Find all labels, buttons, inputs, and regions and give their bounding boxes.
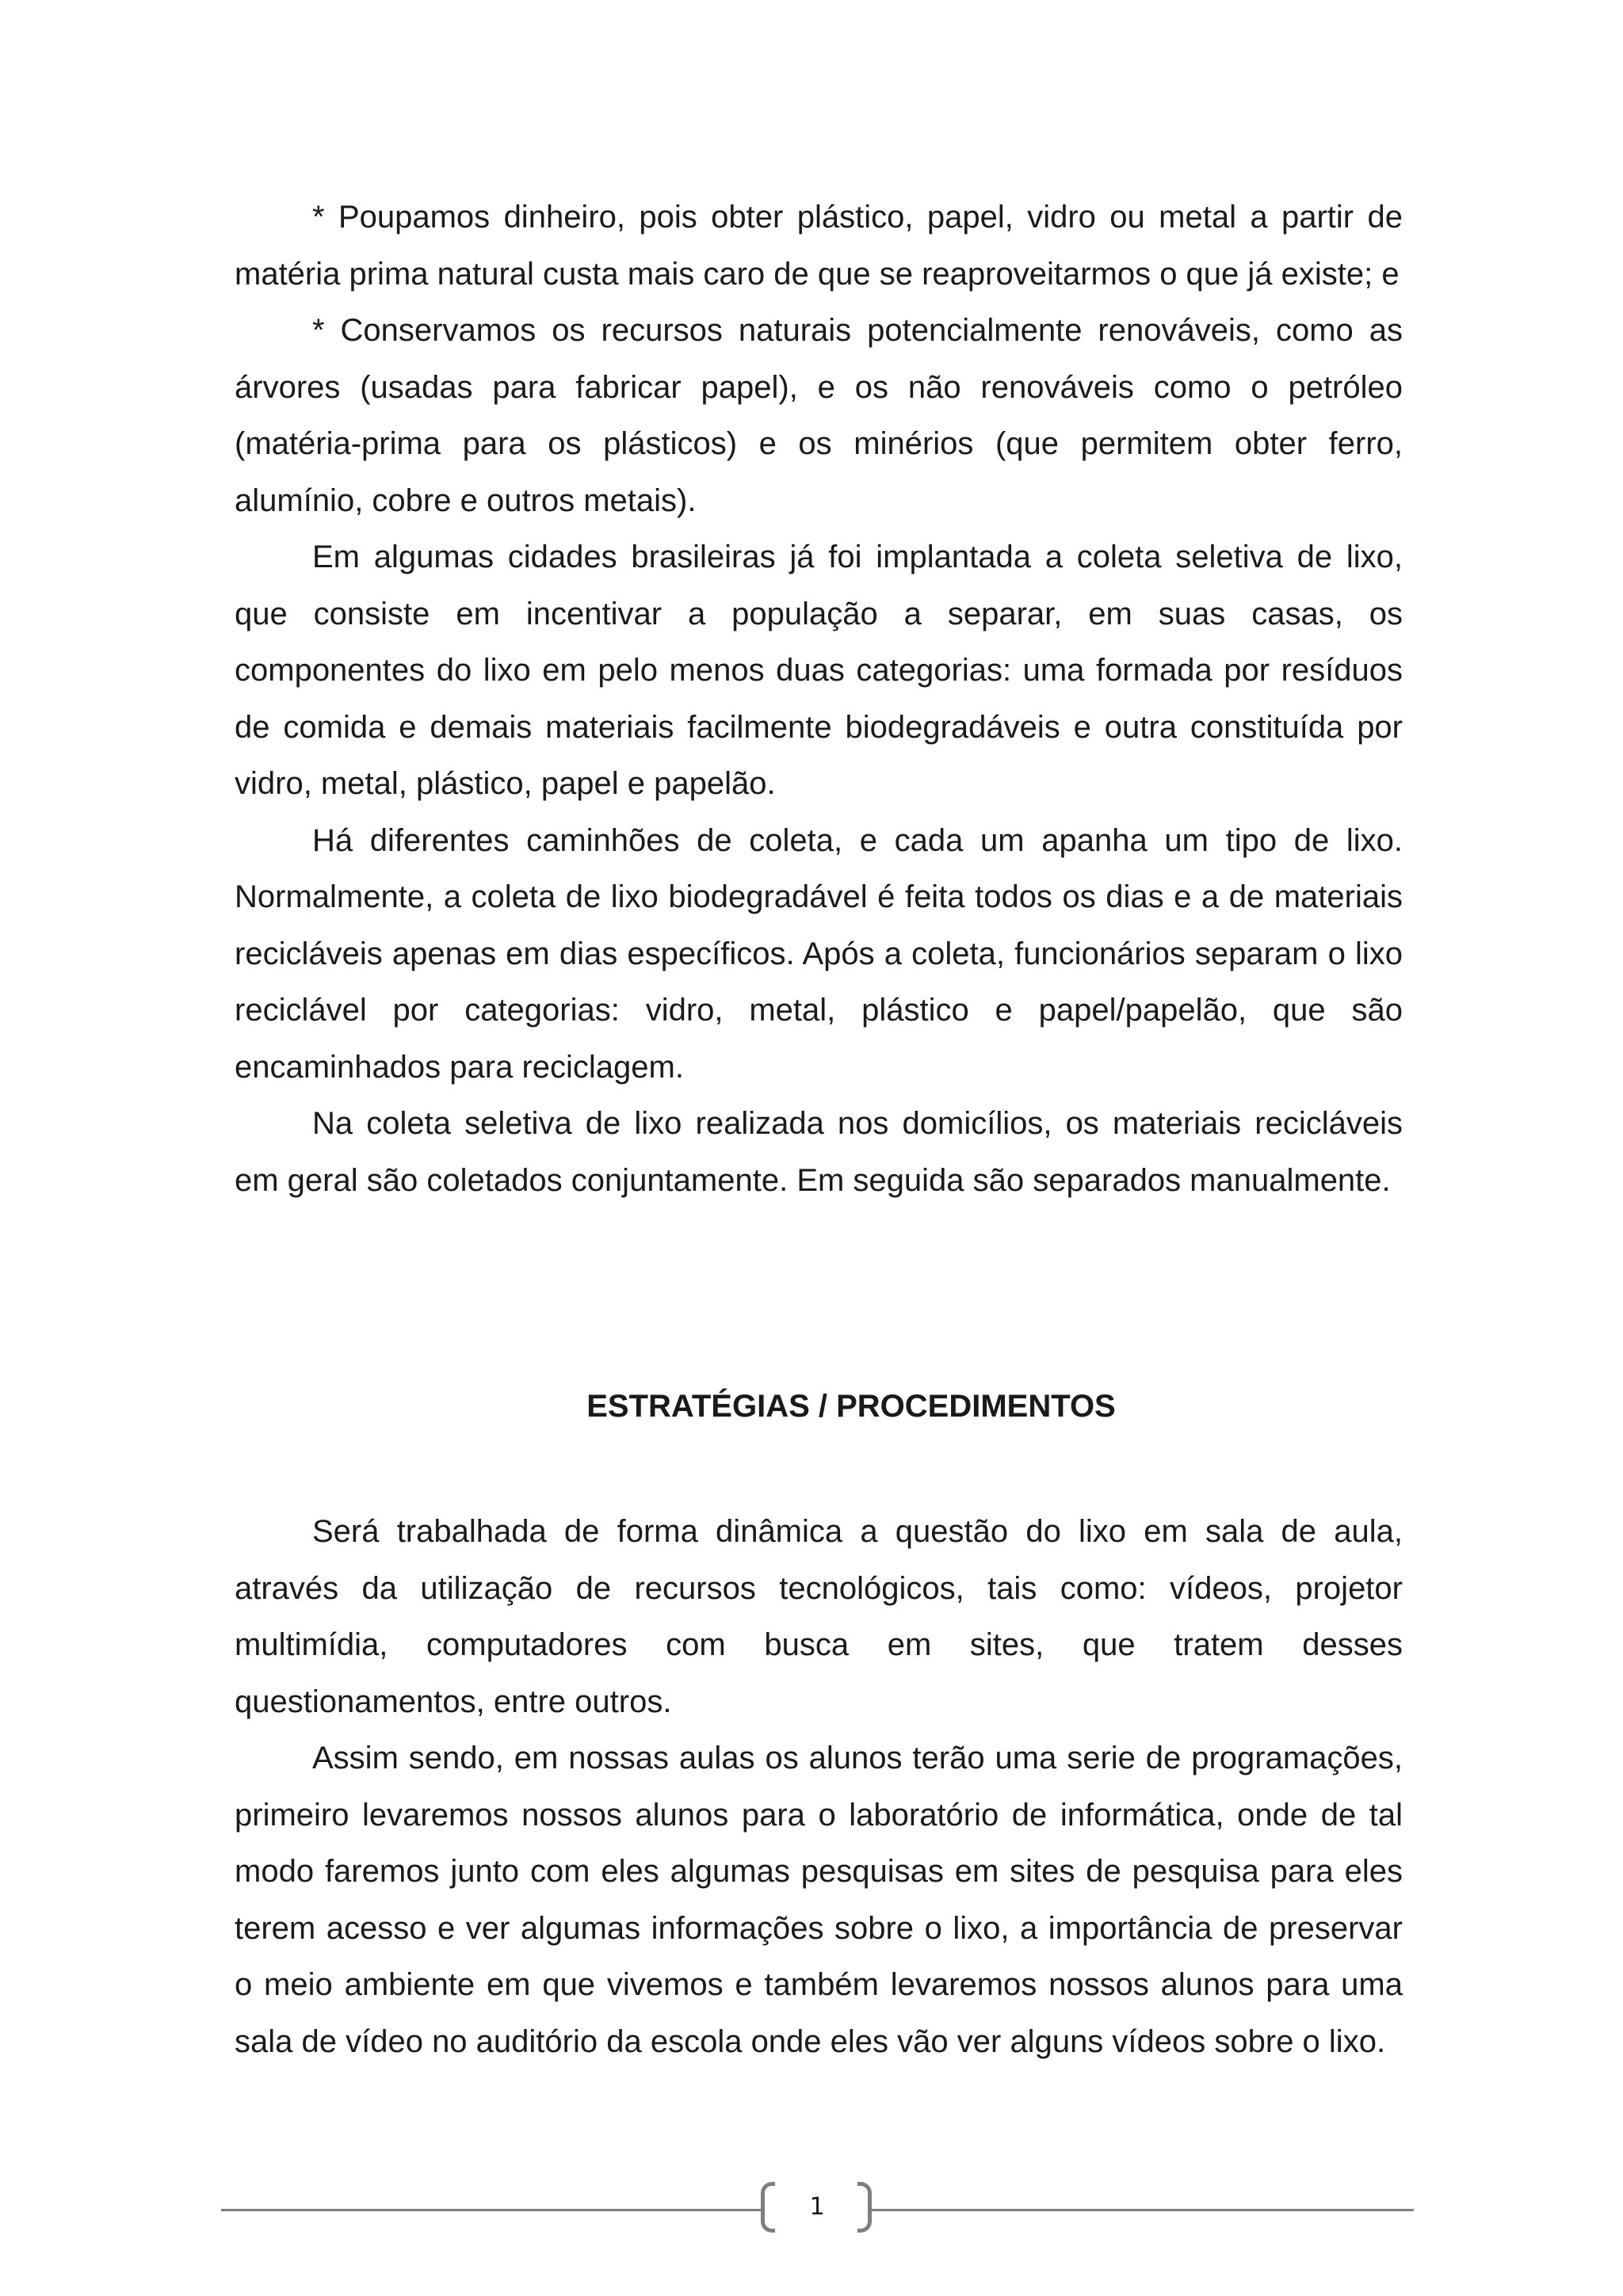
paragraph: Em algumas cidades brasileiras já foi implantada a coleta seletiva de lixo, que consiste em incentivar a população a separar, em suas casas, os componentes do lixo em pelo menos duas categorias: uma formada por resíduos de comida e demais materiais facilmente biodegradáveis e outra constituída por vidro, metal, plástico, papel e papelão. bbox=[235, 540, 1403, 801]
paragraph: * Conservamos os recursos naturais potencialmente renováveis, como as árvores (usadas para fabricar papel), e os não renováveis como o petróleo (matéria-prima para os plásticos) e os minérios (que permitem obter ferro, alumínio, cobre e outros metais). bbox=[235, 313, 1403, 518]
left-brace-icon bbox=[761, 2182, 775, 2233]
paragraph: Assim sendo, em nossas aulas os alunos terão uma serie de programações, primeiro levaremos nossos alunos para o laboratório de informática, onde de tal modo faremos junto com eles algumas pesquisas em sites de pesquisa para eles terem acesso e ver algumas informações sobre o lixo, a importância de preservar o meio ambiente em que vivemos e também levaremos nossos alunos para uma sala de vídeo no auditório da escola onde eles vão ver alguns vídeos sobre o lixo. bbox=[235, 1741, 1403, 2059]
body-text-section-1 bbox=[235, 189, 1403, 1209]
right-brace-icon bbox=[857, 2182, 872, 2233]
body-text-section-2 bbox=[235, 1504, 1403, 2070]
page-footer bbox=[0, 2177, 1623, 2241]
footer-rule-right bbox=[872, 2209, 1414, 2211]
footer-rule-left bbox=[221, 2209, 761, 2211]
paragraph: Será trabalhada de forma dinâmica a questão do lixo em sala de aula, através da utilização de recursos tecnológicos, tais como: vídeos, projetor multimídia, computadores com busca em sites, que tratem desses questionamentos, entre outros. bbox=[235, 1514, 1403, 1719]
paragraph: Na coleta seletiva de lixo realizada nos domicílios, os materiais recicláveis em geral são coletados conjuntamente. Em seguida são separados manualmente. bbox=[235, 1106, 1403, 1198]
page-number: 1 bbox=[809, 2193, 825, 2221]
section-heading: ESTRATÉGIAS / PROCEDIMENTOS bbox=[586, 1389, 1116, 1424]
paragraph: Há diferentes caminhões de coleta, e cada um apanha um tipo de lixo. Normalmente, a coleta de lixo biodegradável é feita todos os dias e a de materiais recicláveis apenas em dias específicos. Após a coleta, funcionários separam o lixo reciclável por categorias: vidro, metal, plástico e papel/papelão, que são encaminhados para reciclagem. bbox=[235, 822, 1403, 1085]
paragraph: * Poupamos dinheiro, pois obter plástico, papel, vidro ou metal a partir de matéria prima natural custa mais caro de que se reaproveitarmos o que já existe; e bbox=[235, 200, 1403, 292]
